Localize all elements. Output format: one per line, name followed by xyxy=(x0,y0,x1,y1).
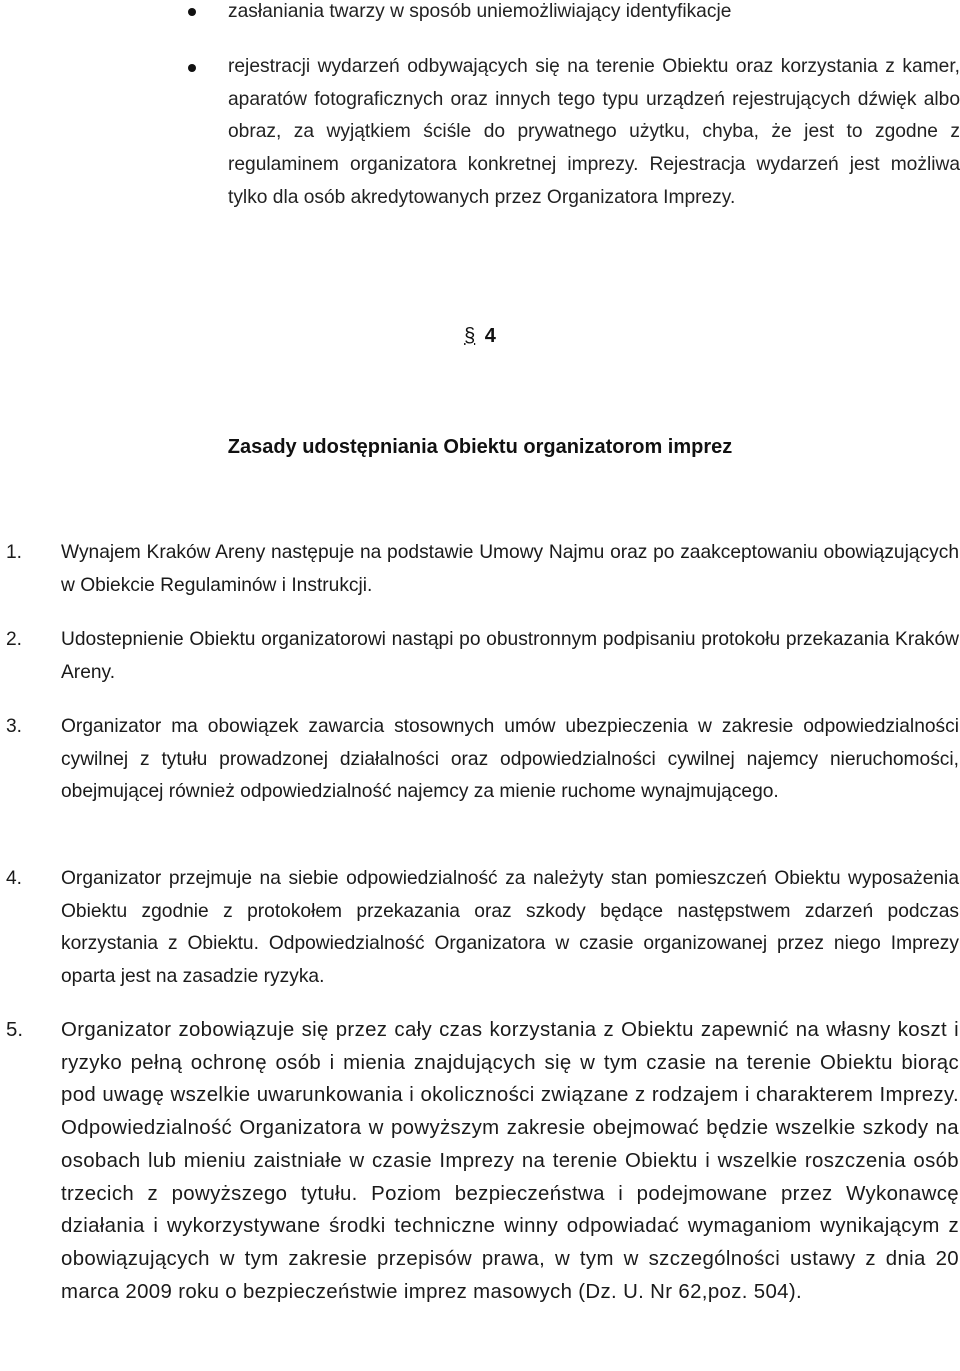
bullet-marker xyxy=(188,8,196,16)
bullet-item: rejestracji wydarzeń odbywających się na terenie Obiektu oraz korzystania z kamer, aparatów fotograficznych oraz innych tego typu urządzeń rejestrujących dźwięk albo obraz, za wyjątkiem ściśle do prywatnego użytku, chyba, że jest to zgodne z regulaminem organizatora konkretnej imprezy. Rejestracja wydarzeń jest możliwa tylko dla osób akredytowanych przez Organizatora Imprezy. xyxy=(228,56,960,208)
list-item-text: Organizator ma obowiązek zawarcia stosownych umów ubezpieczenia w zakresie odpowiedzialności cywilnej z tytułu prowadzonej działalności oraz odpowiedzialności cywilnej najemcy nieruchomości, obejmującej również odpowiedzialność najemcy za mienie ruchome wynajmującego. xyxy=(61,716,959,803)
list-item-text: Wynajem Kraków Areny następuje na podstawie Umowy Najmu oraz po zaakceptowaniu obowiązujących w Obiekcie Regulaminów i Instrukcji. xyxy=(61,542,959,596)
list-item-text: Udostepnienie Obiektu organizatorowi nastąpi po obustronnym podpisaniu protokołu przekazania Kraków Areny. xyxy=(61,629,959,683)
list-item-number: 5. xyxy=(6,1019,24,1041)
bullet-marker xyxy=(188,64,196,72)
section-number xyxy=(0,320,960,352)
list-item-text: Organizator zobowiązuje się przez cały czas korzystania z Obiektu zapewnić na własny koszt i ryzyko pełną ochronę osób i mienia znajdujących się w tym czasie na terenie Obiektu biorąc pod uwagę wszelkie uwarunkowania i okoliczności związane z rodzajem i charakterem Imprezy. Odpowiedzialność Organizatora w powyższym zakresie obejmować będzie wszelkie szkody na osobach lub mieniu zaistniałe w czasie Imprezy na terenie Obiektu i wszelkie roszczenia osób trzecich z powyższego tytułu. Poziom bezpieczeństwa i podejmowane przez Wykonawcę działania i wykorzystywane środki techniczne winny odpowiadać wymaganiom wynikającym z obowiązujących w tym zakresie przepisów prawa, w tym w szczególności ustawy z dnia 20 marca 2009 roku o bezpieczeństwie imprez masowych (Dz. U. Nr 62,poz. 504). xyxy=(61,1019,959,1303)
section-title: Zasady udostępniania Obiektu organizatorom imprez xyxy=(227,436,733,458)
list-item-text: Organizator przejmuje na siebie odpowiedzialność za należyty stan pomieszczeń Obiektu wyposażenia Obiektu zgodnie z protokołem przekazania oraz szkody będące następstwem zdarzeń podczas korzystania z Obiektu. Odpowiedzialność Organizatora w czasie organizowanej przez niego Imprezy oparta jest na zasadzie ryzyka. xyxy=(61,868,959,988)
list-item-number: 4. xyxy=(6,868,23,889)
list-item-number: 3. xyxy=(6,716,23,737)
section-number-value: 4 xyxy=(484,325,496,347)
list-item-number: 1. xyxy=(6,542,23,563)
list-item-number: 2. xyxy=(6,629,23,650)
section-symbol: § xyxy=(464,325,476,347)
bullet-item: zasłaniania twarzy w sposób uniemożliwiający identyfikacje xyxy=(228,1,732,22)
